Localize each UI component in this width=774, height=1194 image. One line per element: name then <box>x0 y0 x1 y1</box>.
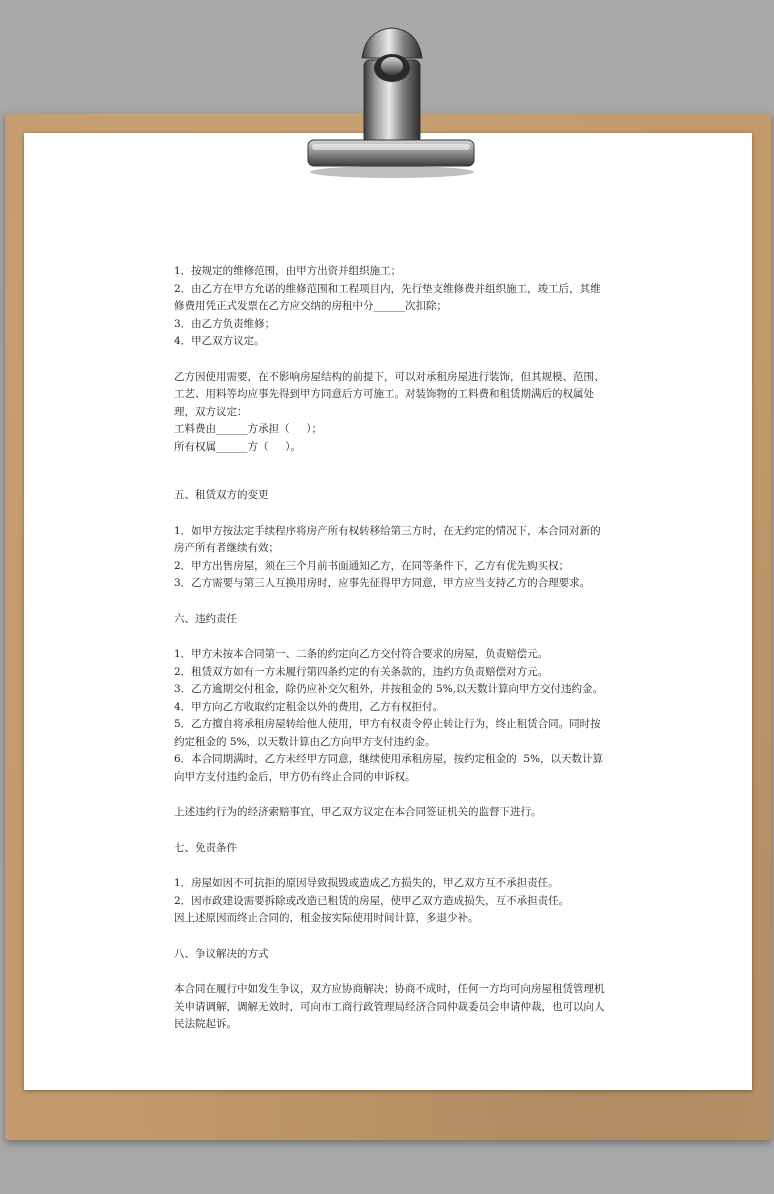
section-heading: 六、违约责任 <box>174 612 237 625</box>
spacer <box>174 786 606 804</box>
section-heading: 八、争议解决的方式 <box>174 947 269 960</box>
text-line: 所有权属______方（ ）。 <box>174 440 301 453</box>
spacer <box>174 928 606 946</box>
text-line: 3．乙方逾期交付租金，除仍应补交欠租外，并按租金的 5%,以天数计算向甲方交付违约金。 <box>174 683 604 695</box>
spacer <box>174 963 606 981</box>
document-body <box>174 263 606 1034</box>
spacer <box>174 857 606 875</box>
text-line: 3．乙方需要与第三人互换用房时，应事先征得甲方同意，甲方应当支持乙方的合理要求。 <box>174 577 591 589</box>
spacer <box>174 593 606 611</box>
text-line: 1．按规定的维修范围，由甲方出资并组织施工； <box>174 265 402 277</box>
text-line: 因上述原因而终止合同的，租金按实际使用时间计算，多退少补。 <box>174 912 479 924</box>
text-line: 2．租赁双方如有一方未履行第四条约定的有关条款的，违约方负责赔偿对方元。 <box>174 665 549 678</box>
section-heading: 七、免责条件 <box>174 841 237 854</box>
text-line: 1．甲方未按本合同第一、二条的约定向乙方交付符合要求的房屋，负责赔偿元。 <box>174 648 549 660</box>
text-line: 2．甲方出售房屋，须在三个月前书面通知乙方，在同等条件下，乙方有优先购买权； <box>174 559 570 572</box>
text-line: 上述违约行为的经济索赔事宜，甲乙双方议定在本合同签证机关的监督下进行。 <box>174 806 542 818</box>
text-line: 4．甲方向乙方收取约定租金以外的费用，乙方有权拒付。 <box>174 700 444 713</box>
spacer <box>174 628 606 646</box>
spacer <box>174 822 606 840</box>
text-line: 工料费由______方承担（ ）； <box>174 423 322 435</box>
text-line: 4．甲乙双方议定。 <box>174 335 265 347</box>
text-line: 1．如甲方按法定手续程序将房产所有权转移给第三方时，在无约定的情况下，本合同对新的房产所有者继续有效； <box>174 524 601 554</box>
spacer <box>174 351 606 369</box>
text-line: 5．乙方擅自将承租房屋转给他人使用，甲方有权责令停止转让行为，终止租赁合同。同时按约定租金的 5%，以天数计算由乙方向甲方支付违约金。 <box>174 718 601 748</box>
text-line: 本合同在履行中如发生争议，双方应协商解决；协商不成时，任何一方均可向房屋租赁管理机关申请调解，调解无效时，可向市工商行政管理局经济合同仲裁委员会申请仲裁，也可以向人民法院起诉。 <box>174 983 605 1030</box>
text-line: 乙方因使用需要，在不影响房屋结构的前提下，可以对承租房屋进行装饰，但其规模、范围、工艺、用料等均应事先得到甲方同意后方可施工。对装饰物的工料费和租赁期满后的权属处理，双方议定： <box>174 370 605 418</box>
text-line: 6．本合同期满时，乙方未经甲方同意，继续使用承租房屋，按约定租金的 5%，以天数计算向甲方支付违约金后，甲方仍有终止合同的申诉权。 <box>174 753 604 783</box>
text-line: 3．由乙方负责维修； <box>174 317 276 330</box>
text-line: 2．因市政建设需要拆除或改造已租赁的房屋，使甲乙双方造成损失，互不承担责任。 <box>174 894 570 907</box>
spacer <box>174 456 606 487</box>
spacer <box>174 505 606 523</box>
section-heading: 五、租赁双方的变更 <box>174 489 269 501</box>
text-line: 1．房屋如因不可抗拒的原因导致损毁或造成乙方损失的，甲乙双方互不承担责任。 <box>174 877 559 889</box>
text-line: 2．由乙方在甲方允诺的维修范围和工程项目内，先行垫支维修费并组织施工，竣工后，其维修费用凭正式发票在乙方应交纳的房租中分______次扣除； <box>174 282 601 312</box>
